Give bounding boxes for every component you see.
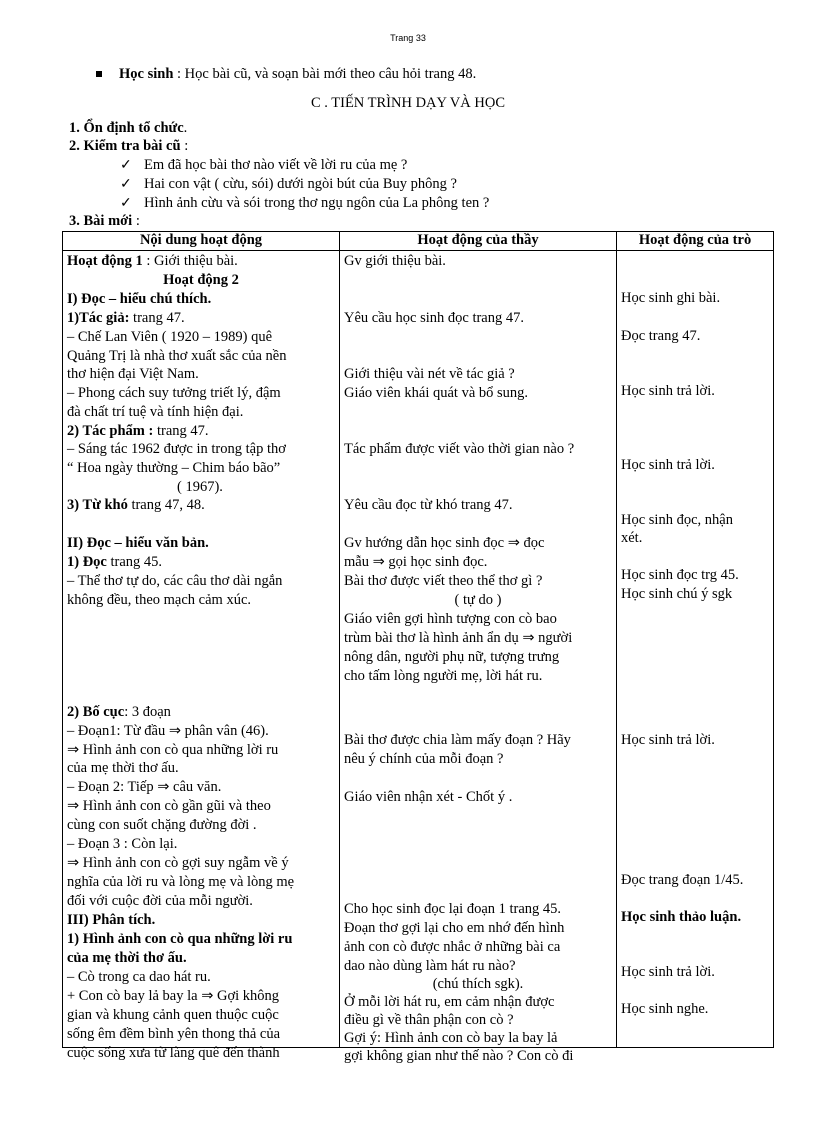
text-line: Đọc trang 47. <box>621 328 701 344</box>
question-2: Hai con vật ( cừu, sói) dưới ngòi bút của Buy phông ? <box>144 176 457 192</box>
author-label: 1)Tác giả: <box>67 310 130 326</box>
text-line: – Sáng tác 1962 được in trong tập thơ <box>67 441 286 457</box>
reading-heading <box>67 553 335 572</box>
student-column <box>617 251 774 1048</box>
step-2-end: : <box>180 138 189 154</box>
teacher-column <box>340 251 617 1064</box>
step-3-label: 3. Bài mới <box>69 213 133 229</box>
student-text: : Học bài cũ, và soạn bài mới theo câu hỏi trang 48. <box>173 66 477 82</box>
activity-1-text: : Giới thiệu bài. <box>142 253 238 269</box>
work-page: trang 47. <box>153 423 209 439</box>
text-line: sống êm đềm bình yên thong thả của <box>67 1026 281 1042</box>
step-1-label: 1. Ổn định tổ chức <box>69 120 184 136</box>
text-line: ⇒ Hình ảnh con cò gợi suy ngẫm về ý <box>67 855 289 871</box>
checkmark-icon: ✓ <box>120 196 132 211</box>
text-line: – Chế Lan Viên ( 1920 – 1989) quê <box>67 329 273 345</box>
text-line: Đoạn thơ gợi lại cho em nhớ đến hình <box>344 920 565 936</box>
analysis-heading-line-1 <box>67 930 335 949</box>
step-2 <box>69 138 188 155</box>
text-line: Giáo viên khái quát và bổ sung. <box>344 385 529 401</box>
author-heading <box>67 309 335 328</box>
text-line: Gv hướng dẫn học sinh đọc ⇒ đọc <box>344 535 545 551</box>
analysis-label-1: 1) Hình ảnh con cò qua những lời ru <box>67 931 293 947</box>
author-page: trang 47. <box>129 310 185 326</box>
text-line: Cho học sinh đọc lại đoạn 1 trang 45. <box>344 901 562 917</box>
text-line: xét. <box>621 530 643 546</box>
text-line: Yêu cầu học sinh đọc trang 47. <box>344 310 524 326</box>
text-line: nông dân, người phụ nữ, tượng trưng <box>344 649 560 665</box>
student-label: Học sinh <box>119 66 174 82</box>
text-line: Học sinh đọc trg 45. <box>621 567 739 583</box>
text-line: Học sinh ghi bài. <box>621 290 721 306</box>
text-line: của mẹ thời thơ ấu. <box>67 760 179 776</box>
work-label: 2) Tác phẩm : <box>67 423 154 439</box>
work-heading <box>67 422 335 441</box>
text-line: – Đoạn 3 : Còn lại. <box>67 836 178 852</box>
text-line: Học sinh nghe. <box>621 1001 709 1017</box>
analysis-label-2: của mẹ thời thơ ấu. <box>67 950 187 966</box>
text-line: mẫu ⇒ gọi học sinh đọc. <box>344 554 488 570</box>
text-line: + Con cò bay lả bay la ⇒ Gợi không <box>67 988 280 1004</box>
part-1-label: I) Đọc – hiểu chú thích. <box>67 291 212 307</box>
text-line: – Đoạn1: Từ đầu ⇒ phân vân (46). <box>67 723 269 739</box>
part-3-heading <box>67 911 335 930</box>
vocab-heading <box>67 496 335 515</box>
text-line: dao nào dùng làm hát ru nào? <box>344 958 516 974</box>
text-line: cuộc sống xưa từ làng quê đến thành <box>67 1045 280 1061</box>
text-line: đà chất trí tuệ và tính hiện đại. <box>67 404 244 420</box>
text-line: – Cò trong ca dao hát ru. <box>67 969 211 985</box>
text-line: ( tự do ) <box>454 592 502 608</box>
step-1 <box>69 120 187 137</box>
activity-1 <box>67 252 335 271</box>
text-line: cho tấm lòng người mẹ, lời hát ru. <box>344 668 543 684</box>
table-header-row <box>63 232 774 251</box>
step-1-end: . <box>183 120 188 136</box>
part-3-label: III) Phân tích. <box>67 912 156 928</box>
text-line: ⇒ Hình ảnh con cò qua những lời ru <box>67 742 279 758</box>
square-bullet-icon <box>96 71 102 77</box>
text-line: nêu ý chính của mỗi đoạn ? <box>344 751 504 767</box>
text-line: Bài thơ được chia làm mấy đoạn ? Hãy <box>344 732 571 748</box>
text-line: Ở mỗi lời hát ru, em cảm nhận được <box>344 994 555 1010</box>
text-line: – Phong cách suy tưởng triết lý, đậm <box>67 385 281 401</box>
text-line: Giới thiệu vài nét về tác giả ? <box>344 366 515 382</box>
text-line: Tác phẩm được viết vào thời gian nào ? <box>344 441 575 457</box>
text-line: Giáo viên nhận xét - Chốt ý . <box>344 789 513 805</box>
layout-heading <box>67 703 335 722</box>
reading-label: 1) Đọc <box>67 554 107 570</box>
text-line: Gợi ý: Hình ảnh con cò bay la bay lả <box>344 1030 558 1046</box>
text-line: Quảng Trị là nhà thơ xuất sắc của nền <box>67 348 287 364</box>
text-line: nghĩa của lời ru và lòng mẹ và lòng mẹ <box>67 874 295 890</box>
activity-2-heading <box>67 271 335 290</box>
header-student: Hoạt động của trò <box>617 232 774 251</box>
layout-label: 2) Bố cục <box>67 704 125 720</box>
text-line: gợi không gian như thế nào ? Con cò đi <box>344 1048 574 1064</box>
step-2-label: 2. Kiểm tra bài cũ <box>69 138 181 154</box>
text-line: Học sinh trả lời. <box>621 457 715 473</box>
text-line: – Thể thơ tự do, các câu thơ dài ngắn <box>67 573 283 589</box>
student-prep-line <box>119 66 476 83</box>
reading-page: trang 45. <box>106 554 163 570</box>
section-title: C . TIẾN TRÌNH DẠY VÀ HỌC <box>310 95 505 111</box>
text-line: Học sinh chú ý sgk <box>621 586 733 602</box>
activity-1-label: Hoạt động 1 <box>67 253 143 269</box>
text-line: Học sinh trả lời. <box>621 732 715 748</box>
text-line: – Đoạn 2: Tiếp ⇒ câu văn. <box>67 779 222 795</box>
discussion-label: Học sinh thảo luận. <box>621 909 742 925</box>
text-line: Gv giới thiệu bài. <box>344 253 446 269</box>
text-line: trùm bài thơ là hình ảnh ẩn dụ ⇒ người <box>344 630 573 646</box>
checkmark-icon: ✓ <box>120 177 132 192</box>
page-number: Trang 33 <box>390 33 426 43</box>
text-line: Bài thơ được viết theo thể thơ gì ? <box>344 573 543 589</box>
text-line: gian và khung cảnh quen thuộc cuộc <box>67 1007 279 1023</box>
text-line: Đọc trang đoạn 1/45. <box>621 872 744 888</box>
lesson-table <box>62 231 774 1064</box>
activity-2-label: Hoạt động 2 <box>163 272 239 288</box>
text-line: ảnh con cò được nhắc ở những bài ca <box>344 939 561 955</box>
text-line: thơ hiện đại Việt Nam. <box>67 366 199 382</box>
header-teacher: Hoạt động của thầy <box>340 232 617 251</box>
content-column <box>63 251 340 1061</box>
text-line: Giáo viên gợi hình tượng con cò bao <box>344 611 557 627</box>
text-line: ⇒ Hình ảnh con cò gần gũi và theo <box>67 798 271 814</box>
part-2-label: II) Đọc – hiểu văn bản. <box>67 535 209 551</box>
text-line: Học sinh trả lời. <box>621 964 715 980</box>
text-line: Học sinh đọc, nhận <box>621 512 733 528</box>
text-line: “ Hoa ngày thường – Chim báo bão” <box>67 460 281 476</box>
analysis-heading-line-2 <box>67 949 335 968</box>
question-1: Em đã học bài thơ nào viết về lời ru của mẹ ? <box>144 157 408 173</box>
question-3: Hình ảnh cừu và sói trong thơ ngụ ngôn của La phông ten ? <box>144 195 490 211</box>
header-content: Nội dung hoạt động <box>63 232 340 251</box>
step-3 <box>69 213 140 230</box>
vocab-page: trang 47, 48. <box>127 497 205 513</box>
text-line: ( 1967). <box>177 479 223 495</box>
text-line: (chú thích sgk). <box>432 976 524 992</box>
step-3-end: : <box>132 213 140 229</box>
table-body-row <box>63 251 774 1048</box>
part-1-heading <box>67 290 335 309</box>
vocab-label: 3) Từ khó <box>67 497 128 513</box>
discussion-line <box>621 908 769 927</box>
text-line: cùng con suốt chặng đường đời . <box>67 817 257 833</box>
text-line: Yêu cầu đọc từ khó trang 47. <box>344 497 513 513</box>
checkmark-icon: ✓ <box>120 158 132 173</box>
text-line: đối với cuộc đời của mỗi người. <box>67 893 253 909</box>
text-line: điều gì về thân phận con cò ? <box>344 1012 514 1028</box>
layout-text: : 3 đoạn <box>124 704 171 720</box>
part-2-heading <box>67 534 335 553</box>
text-line: Học sinh trả lời. <box>621 383 715 399</box>
text-line: không đều, theo mạch cảm xúc. <box>67 592 252 608</box>
